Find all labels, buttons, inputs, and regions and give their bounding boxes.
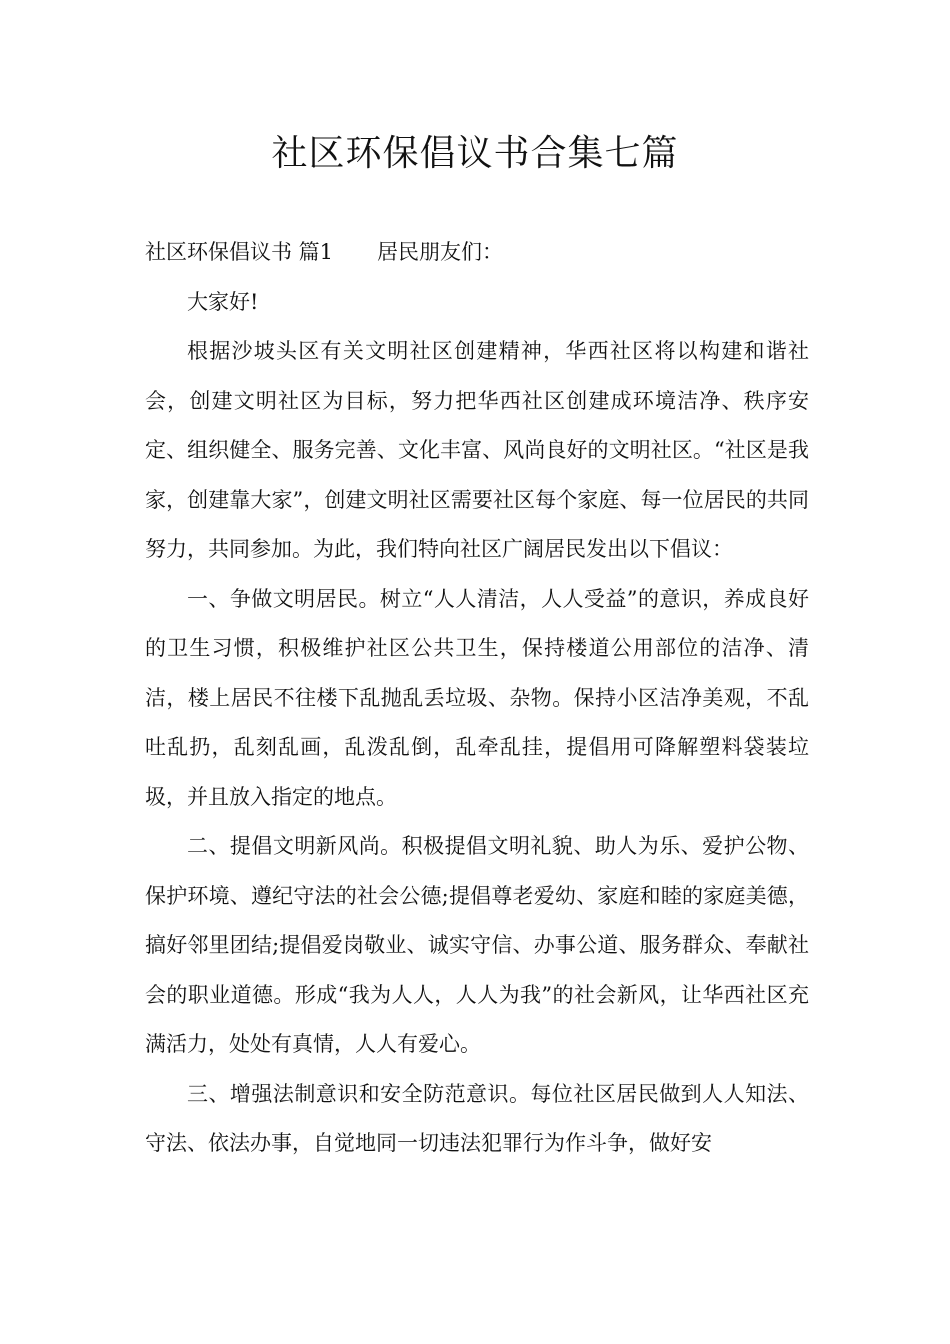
salutation: 居民朋友们： [377, 240, 504, 264]
document-body [145, 228, 809, 1169]
greeting: 大家好! [187, 289, 259, 314]
paragraph: 一、争做文明居民。树立“人人清洁，人人受益”的意识，养成良好的卫生习惯，积极维护社区公共卫生，保持楼道公用部位的洁净、清洁，楼上居民不往楼下乱抛乱丢垃圾、杂物。保持小区洁净美观，不乱吐乱扔，乱刻乱画，乱泼乱倒，乱牵乱挂，提倡用可降解塑料袋装垃圾，并且放入指定的地点。 [145, 586, 809, 809]
intro-heading: 社区环保倡议书 篇1 [145, 240, 334, 264]
paragraph: 三、增强法制意识和安全防范意识。每位社区居民做到人人知法、守法、依法办事，自觉地同一切违法犯罪行为作斗争，做好安 [145, 1081, 809, 1155]
document-title: 社区环保倡议书合集七篇 [271, 133, 679, 174]
paragraph: 根据沙坡头区有关文明社区创建精神，华西社区将以构建和谐社会，创建文明社区为目标，努力把华西社区创建成环境洁净、秩序安定、组织健全、服务完善、文化丰富、风尚良好的文明社区。“社区是我家，创建靠大家”，创建文明社区需要社区每个家庭、每一位居民的共同努力，共同参加。为此，我们特向社区广阔居民发出以下倡议： [145, 339, 809, 561]
paragraph: 二、提倡文明新风尚。积极提倡文明礼貌、助人为乐、爱护公物、保护环境、遵纪守法的社会公德;提倡尊老爱幼、家庭和睦的家庭美德，搞好邻里团结;提倡爱岗敬业、诚实守信、办事公道、服务群众、奉献社会的职业道德。形成“我为人人，人人为我”的社会新风，让华西社区充满活力，处处有真情，人人有爱心。 [145, 834, 809, 1056]
intro-line [145, 228, 809, 278]
